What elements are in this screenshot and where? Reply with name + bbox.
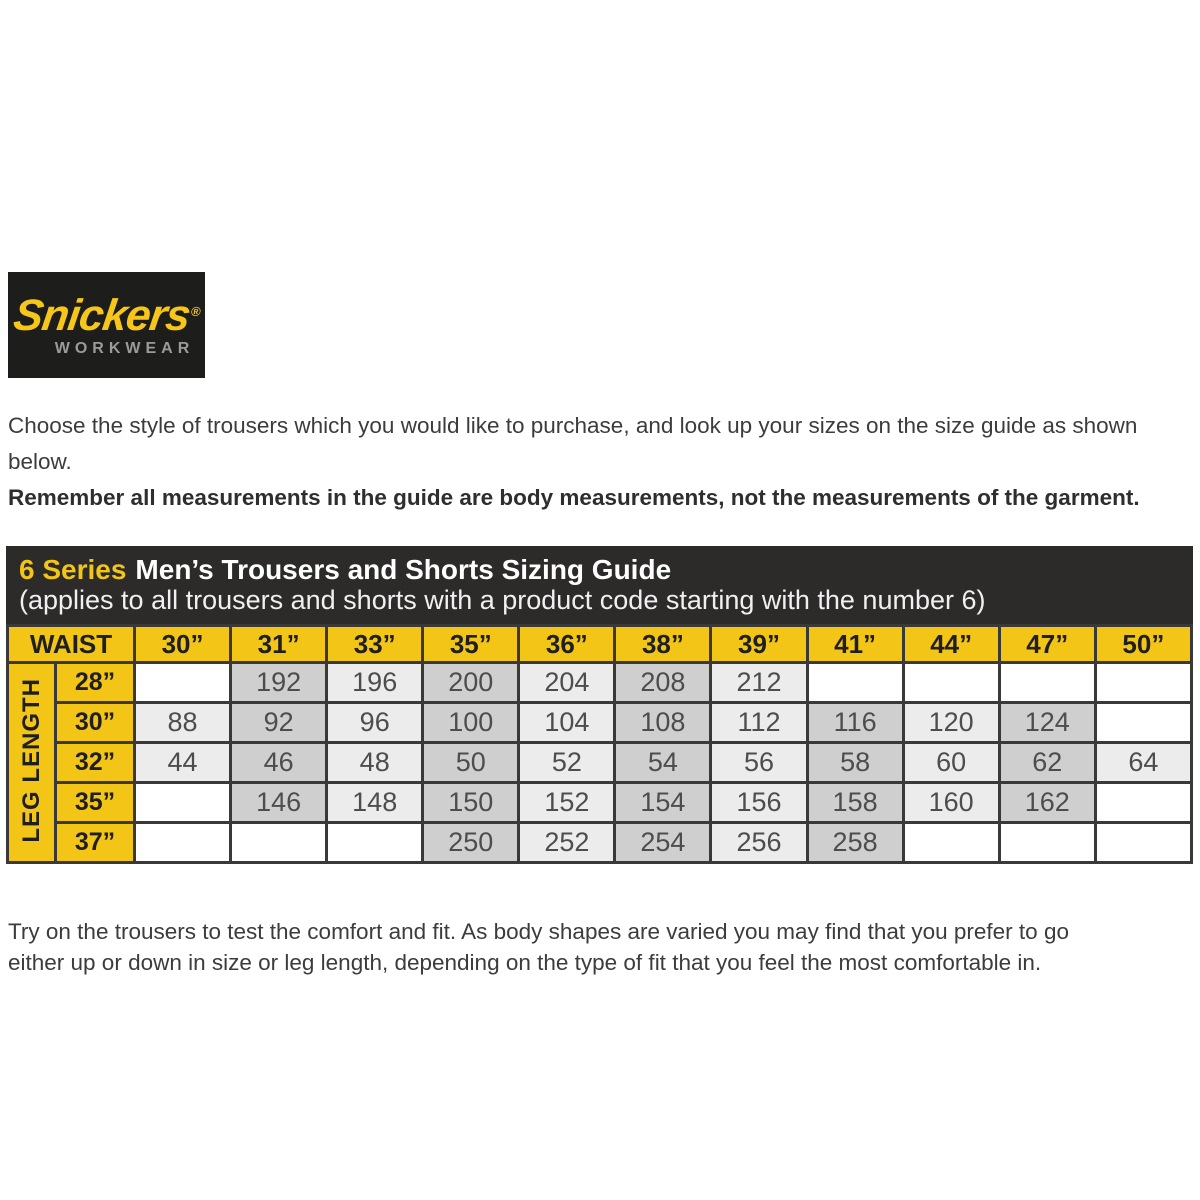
size-cell-r2-c10: 64	[1095, 743, 1191, 783]
size-cell-r1-c8: 120	[903, 703, 999, 743]
waist-header-row	[8, 626, 1192, 663]
guide-title: Men’s Trousers and Shorts Sizing Guide	[135, 554, 672, 585]
size-cell-r2-c1: 46	[231, 743, 327, 783]
intro-line-regular: Choose the style of trousers which you would like to purchase, and look up your sizes on the size guide as shown below.	[8, 413, 1138, 474]
size-cell-r4-c10	[1095, 823, 1191, 863]
leg-row-3	[8, 783, 1192, 823]
size-cell-r4-c5: 254	[615, 823, 711, 863]
waist-size-header-8: 44”	[903, 626, 999, 663]
size-cell-r2-c8: 60	[903, 743, 999, 783]
waist-size-header-9: 47”	[999, 626, 1095, 663]
leg-row-1	[8, 703, 1192, 743]
size-cell-r4-c3: 250	[423, 823, 519, 863]
size-cell-r4-c0	[135, 823, 231, 863]
size-cell-r2-c7: 58	[807, 743, 903, 783]
intro-line-bold: Remember all measurements in the guide are body measurements, not the measurements of the garment.	[8, 485, 1140, 510]
size-cell-r2-c9: 62	[999, 743, 1095, 783]
size-cell-r0-c10	[1095, 663, 1191, 703]
waist-size-header-7: 41”	[807, 626, 903, 663]
size-cell-r4-c6: 256	[711, 823, 807, 863]
size-cell-r3-c6: 156	[711, 783, 807, 823]
guide-title-line	[19, 554, 1180, 585]
guide-title-bar	[6, 546, 1193, 624]
size-cell-r2-c0: 44	[135, 743, 231, 783]
size-cell-r3-c10	[1095, 783, 1191, 823]
waist-size-header-10: 50”	[1095, 626, 1191, 663]
intro-paragraphs	[8, 408, 1200, 516]
workwear-label: WORKWEAR	[54, 339, 195, 357]
fit-advice-note	[8, 916, 1200, 978]
snickers-logo	[8, 272, 205, 378]
leg-size-header-2: 32”	[56, 743, 135, 783]
leg-row-0	[8, 663, 1192, 703]
size-cell-r1-c7: 116	[807, 703, 903, 743]
size-cell-r1-c2: 96	[327, 703, 423, 743]
size-cell-r4-c8	[903, 823, 999, 863]
leg-row-2	[8, 743, 1192, 783]
size-cell-r1-c10	[1095, 703, 1191, 743]
size-cell-r4-c1	[231, 823, 327, 863]
size-cell-r0-c6: 212	[711, 663, 807, 703]
size-cell-r0-c9	[999, 663, 1095, 703]
size-cell-r2-c6: 56	[711, 743, 807, 783]
size-cell-r2-c4: 52	[519, 743, 615, 783]
leg-size-header-4: 37”	[56, 823, 135, 863]
leg-length-side-label	[8, 663, 56, 863]
brand-name: Snickers	[10, 290, 193, 340]
size-cell-r2-c2: 48	[327, 743, 423, 783]
registered-trademark-icon: ®	[190, 303, 201, 319]
size-cell-r0-c0	[135, 663, 231, 703]
waist-size-header-0: 30”	[135, 626, 231, 663]
size-cell-r3-c0	[135, 783, 231, 823]
size-cell-r3-c7: 158	[807, 783, 903, 823]
size-cell-r0-c2: 196	[327, 663, 423, 703]
size-cell-r3-c2: 148	[327, 783, 423, 823]
size-cell-r4-c7: 258	[807, 823, 903, 863]
size-cell-r0-c3: 200	[423, 663, 519, 703]
size-cell-r4-c9	[999, 823, 1095, 863]
series-label: 6 Series	[19, 554, 127, 585]
size-cell-r3-c8: 160	[903, 783, 999, 823]
size-cell-r3-c1: 146	[231, 783, 327, 823]
size-cell-r3-c5: 154	[615, 783, 711, 823]
size-cell-r4-c2	[327, 823, 423, 863]
leg-size-header-0: 28”	[56, 663, 135, 703]
size-cell-r1-c6: 112	[711, 703, 807, 743]
waist-size-header-4: 36”	[519, 626, 615, 663]
size-cell-r1-c4: 104	[519, 703, 615, 743]
waist-corner-label: WAIST	[8, 626, 135, 663]
guide-subtitle: (applies to all trousers and shorts with a product code starting with the number 6)	[19, 585, 986, 615]
size-cell-r0-c8	[903, 663, 999, 703]
waist-size-header-1: 31”	[231, 626, 327, 663]
size-cell-r1-c9: 124	[999, 703, 1095, 743]
size-cell-r1-c0: 88	[135, 703, 231, 743]
size-cell-r3-c4: 152	[519, 783, 615, 823]
size-cell-r0-c1: 192	[231, 663, 327, 703]
size-cell-r0-c5: 208	[615, 663, 711, 703]
waist-size-header-5: 38”	[615, 626, 711, 663]
size-cell-r4-c4: 252	[519, 823, 615, 863]
sizing-table	[6, 624, 1193, 864]
sizing-table-body	[8, 626, 1192, 863]
leg-size-header-1: 30”	[56, 703, 135, 743]
waist-size-header-3: 35”	[423, 626, 519, 663]
leg-row-4	[8, 823, 1192, 863]
size-cell-r1-c5: 108	[615, 703, 711, 743]
sizing-guide-block	[6, 546, 1193, 864]
waist-size-header-2: 33”	[327, 626, 423, 663]
size-cell-r2-c3: 50	[423, 743, 519, 783]
size-cell-r1-c1: 92	[231, 703, 327, 743]
size-cell-r3-c9: 162	[999, 783, 1095, 823]
size-cell-r0-c7	[807, 663, 903, 703]
leg-length-text: LEG LENGTH	[17, 677, 45, 843]
size-cell-r1-c3: 100	[423, 703, 519, 743]
fit-advice-line-1: Try on the trousers to test the comfort and fit. As body shapes are varied you may find that you prefer to go	[8, 919, 1069, 944]
fit-advice-line-2: either up or down in size or leg length, depending on the type of fit that you feel the most comfortable in.	[8, 950, 1042, 975]
brand-wordmark	[10, 290, 202, 340]
leg-size-header-3: 35”	[56, 783, 135, 823]
size-cell-r0-c4: 204	[519, 663, 615, 703]
size-cell-r3-c3: 150	[423, 783, 519, 823]
size-cell-r2-c5: 54	[615, 743, 711, 783]
waist-size-header-6: 39”	[711, 626, 807, 663]
